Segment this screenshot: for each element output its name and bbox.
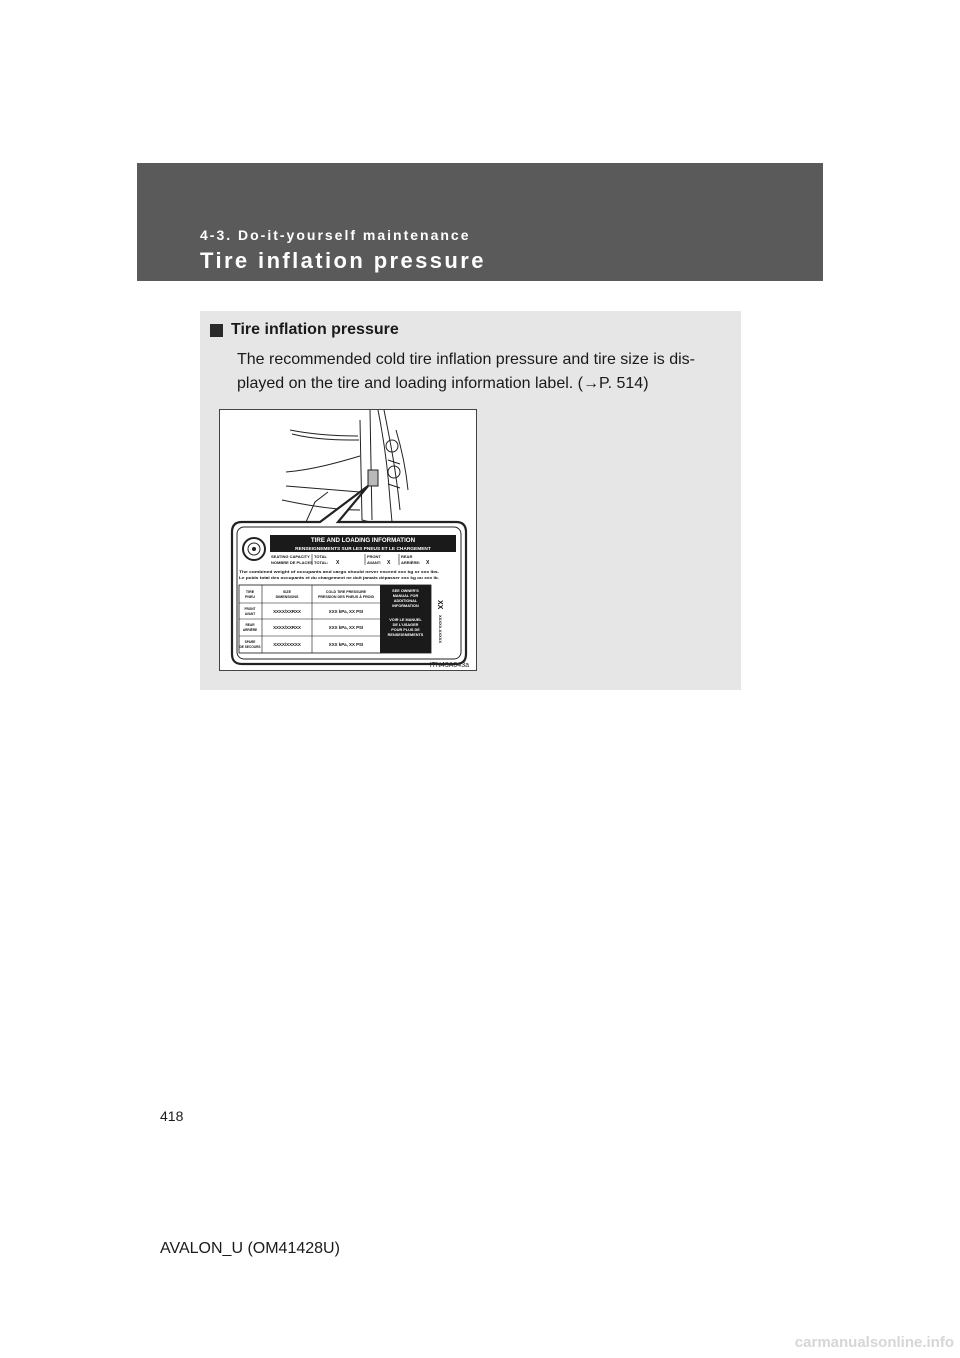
label-title-en: TIRE AND LOADING INFORMATION <box>310 537 416 544</box>
voir-manuel-line-1: VOIR LE MANUEL <box>389 618 422 622</box>
chapter-header <box>137 163 823 281</box>
front-label: FRONT <box>367 554 381 559</box>
rear-label: REAR <box>401 554 413 559</box>
seating-capacity-fr: NOMBRE DE PLACES <box>271 560 313 565</box>
watermark: carmanualsonline.info <box>794 1334 954 1351</box>
total-label: TOTAL <box>314 554 327 559</box>
total-label-fr: TOTAL: <box>314 560 329 565</box>
page-title: Tire inflation pressure <box>200 248 486 273</box>
info-body: The recommended cold tire inflation pressure and tire size is dis-played on the tire and loading information label. (→P. 514) <box>237 351 695 392</box>
weight-statement-fr: Le poids total des occupants et du chargement ne doit jamais dépasser xxx kg ou xxx lb. <box>239 575 439 580</box>
manual-code: AVALON_U (OM41428U) <box>160 1240 340 1257</box>
front-label-fr: AVANT: <box>367 560 382 565</box>
col-pressure-header-fr: PRESSION DES PNEUS À FROID <box>317 595 375 599</box>
page-number: 418 <box>160 1108 184 1124</box>
row-front-pressure: XXX kPa, XX PSI <box>328 609 364 614</box>
sticker-location-marker <box>368 470 378 486</box>
row-front-size: XXXX/XXRXX <box>273 609 301 614</box>
col-pressure-header: COLD TIRE PRESSURE <box>325 590 367 594</box>
row-spare-size: XXXX/XXXXX <box>273 642 301 647</box>
info-heading-text: Tire inflation pressure <box>231 321 399 338</box>
vertical-code: XX <box>436 600 443 610</box>
col-tire-header-fr: PNEU <box>245 595 255 599</box>
row-spare-pressure: XXX kPa, XX PSI <box>328 642 364 647</box>
rear-label-fr: ARRIÈRE: <box>401 560 421 565</box>
tire-label-drawing <box>220 410 476 670</box>
row-rear-tire-fr: ARRIÈRE <box>242 628 258 632</box>
voir-manuel-line-4: RENSEIGNEMENTS <box>387 633 424 637</box>
seating-capacity: SEATING CAPACITY <box>271 554 310 559</box>
row-rear-tire: REAR <box>245 623 255 627</box>
image-code: ITN43A043a <box>429 662 469 669</box>
row-spare-tire: SPARE <box>244 640 256 644</box>
tire-label-illustration <box>219 409 477 671</box>
info-heading <box>210 321 399 339</box>
square-bullet-icon <box>210 324 223 337</box>
see-owners-line-4: INFORMATION <box>392 604 419 608</box>
tire-icon <box>243 538 265 560</box>
weight-statement-en: The combined weight of occupants and cargo should never exceed xxx kg or xxx lbs. <box>239 569 439 574</box>
info-box <box>200 311 741 690</box>
front-value: X <box>387 560 391 566</box>
see-owners-line-1: SEE OWNER'S <box>392 589 419 593</box>
label-title-fr: RENSEIGNEMENTS SUR LES PNEUS ET LE CHARGEMENT <box>295 547 431 552</box>
row-front-tire: FRONT <box>244 607 256 611</box>
voir-manuel-line-3: POUR PLUS DE <box>391 628 420 632</box>
see-owners-line-3: ADDITIONAL <box>393 599 418 603</box>
row-spare-tire-fr: DE SECOURS <box>239 645 261 649</box>
total-value: X <box>336 560 340 566</box>
rear-value: X <box>426 560 430 566</box>
row-rear-pressure: XXX kPa, XX PSI <box>328 625 364 630</box>
col-size-header-fr: DIMENSIONS <box>275 595 299 599</box>
row-front-tire-fr: AVANT <box>244 612 256 616</box>
see-owners-line-2: MANUAL FOR <box>392 594 419 598</box>
col-tire-header: TIRE <box>245 590 255 594</box>
voir-manuel-line-2: DE L'USAGER <box>392 623 419 627</box>
col-size-header: SIZE <box>283 590 291 594</box>
row-rear-size: XXXX/XXRXX <box>273 625 301 630</box>
section-label: 4-3. Do-it-yourself maintenance <box>200 227 471 243</box>
vertical-serial: XXXXX-XXXXX <box>438 615 443 644</box>
